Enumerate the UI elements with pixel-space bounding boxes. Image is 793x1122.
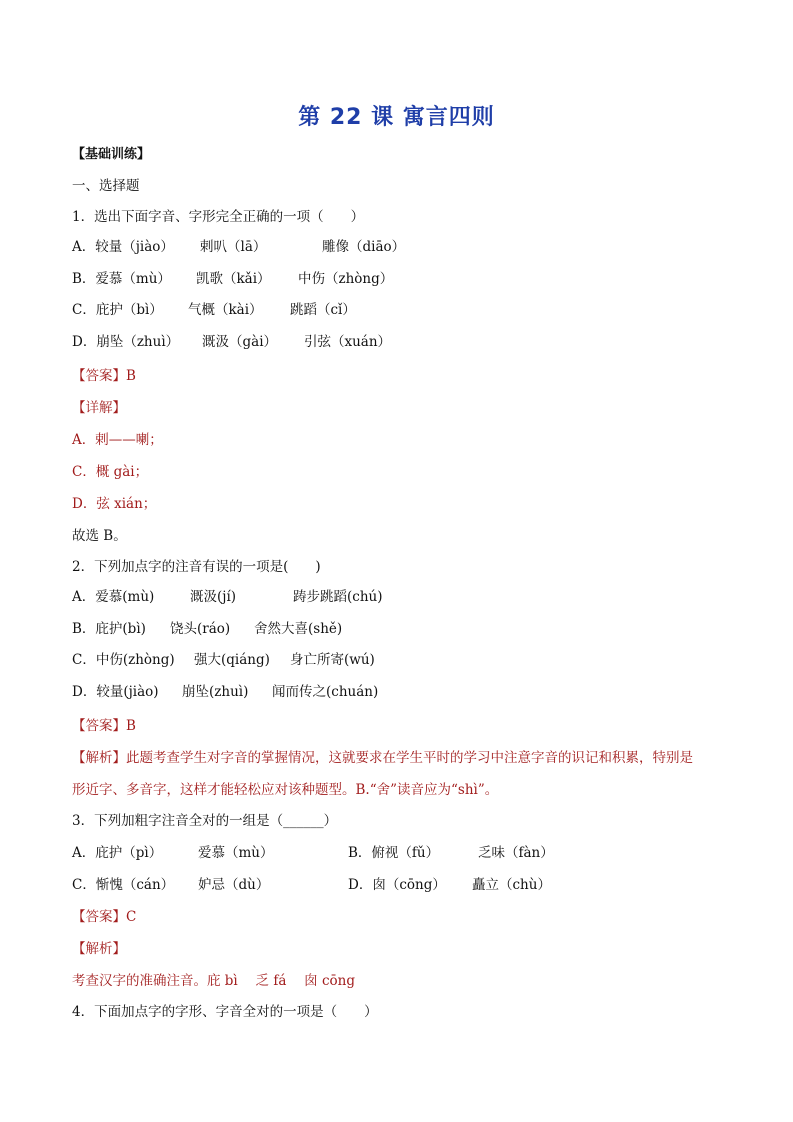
option-item: C．庇护（bì） — [72, 302, 163, 318]
part-heading: 一、选择题 — [72, 178, 140, 194]
question-1-answer: 【答案】B — [72, 368, 136, 384]
question-2-analysis — [72, 749, 693, 767]
option-item: C．中伤(zhòng) — [72, 652, 175, 668]
analysis-text: 此题考查学生对字音的掌握情况，这就要求在学生平时的学习中注意字音的识记和积累，特别是 — [126, 750, 693, 766]
question-1-detail-line: D．弦 xián； — [72, 496, 157, 512]
option-item: 中伤（zhòng） — [298, 271, 394, 287]
question-1-detail-line: C．概 gài； — [72, 464, 149, 480]
option-item: B．爱慕（mù） — [72, 271, 171, 287]
question-3-stem: 3．下列加粗字注音全对的一组是（______） — [72, 813, 338, 829]
option-item: A．较量（jiào） — [72, 239, 174, 255]
option-item: 溉汲(jí) — [190, 589, 237, 605]
option-item: 雕像（diāo） — [322, 239, 406, 255]
question-1-conclusion: 故选 B。 — [72, 528, 127, 544]
option-item: A．爱慕(mù) — [72, 589, 155, 605]
option-item: 身亡所寄(wú) — [290, 652, 375, 668]
option-item: A．庇护（pì） — [72, 845, 163, 861]
question-1-detail-line: A．剌——喇； — [72, 432, 163, 448]
question-2-analysis-continued: 形近字、多音字，这样才能轻松应对该种题型。B.“舍”读音应为“shì”。 — [72, 782, 499, 798]
option-item: C．惭愧（cán） — [72, 877, 175, 893]
option-item: 跳蹈（cǐ） — [290, 302, 356, 318]
analysis-label: 【解析】 — [72, 750, 126, 766]
option-item: 气概（kài） — [188, 302, 263, 318]
page-title: 第 22 课 寓言四则 — [298, 105, 495, 130]
question-1-stem: 1．选出下面字音、字形完全正确的一项（ ） — [72, 209, 365, 225]
option-item: 舍然大喜(shě) — [254, 621, 343, 637]
option-item: 闻而传之(chuán) — [272, 684, 379, 700]
option-item: 剌叭（lā） — [200, 239, 267, 255]
question-4-stem: 4．下面加点字的字形、字音全对的一项是（ ） — [72, 1004, 378, 1020]
option-item: D．囱（cōng） — [348, 877, 446, 893]
option-item: D．较量(jiào) — [72, 684, 159, 700]
option-item: 爱慕（mù） — [198, 845, 274, 861]
option-item: 强大(qiáng) — [194, 652, 270, 668]
option-item: 引弦（xuán） — [304, 334, 392, 350]
option-item: 矗立（chù） — [472, 877, 551, 893]
option-item: B．庇护(bì) — [72, 621, 146, 637]
section-label: 【基础训练】 — [72, 147, 151, 162]
option-item: 乏味（fàn） — [478, 845, 554, 861]
option-item: 饶头(ráo) — [170, 621, 231, 637]
question-3-analysis: 考查汉字的准确注音。庇 bì 乏 fá 囱 cōng — [72, 973, 355, 989]
option-item: 妒忌（dù） — [198, 877, 270, 893]
option-item: 溉汲（gài） — [202, 334, 278, 350]
question-3-analysis-label: 【解析】 — [72, 941, 126, 957]
option-item: B．俯视（fǔ） — [348, 845, 440, 861]
question-2-answer: 【答案】B — [72, 718, 136, 734]
option-item: 踌步跳蹈(chú) — [293, 589, 383, 605]
option-item: 崩坠(zhuì) — [182, 684, 249, 700]
option-item: 凯歌（kǎi） — [196, 271, 271, 287]
question-2-stem: 2．下列加点字的注音有误的一项是( ) — [72, 559, 321, 575]
option-item: D．崩坠（zhuì） — [72, 334, 180, 350]
question-3-answer: 【答案】C — [72, 909, 137, 925]
question-1-detail-label: 【详解】 — [72, 400, 126, 416]
